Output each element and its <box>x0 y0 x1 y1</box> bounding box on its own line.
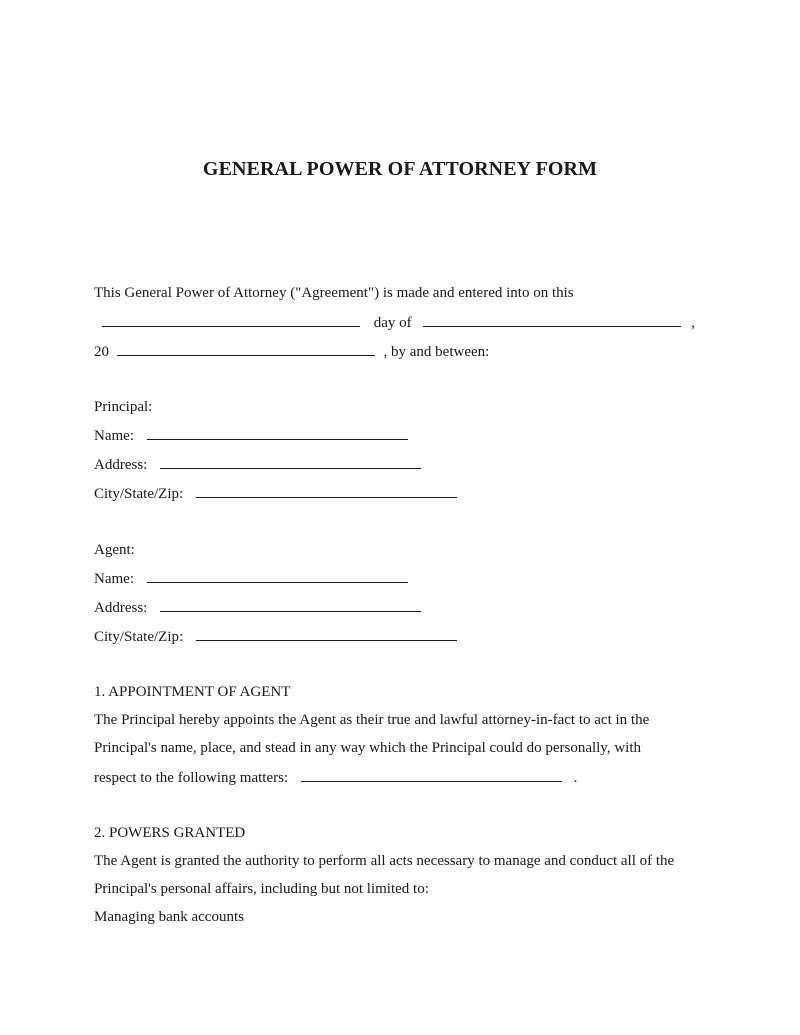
principal-name-field[interactable] <box>147 425 408 440</box>
section1-period: . <box>573 770 578 786</box>
agent-name-field[interactable] <box>147 568 408 583</box>
section1-heading: 1. APPOINTMENT OF AGENT <box>94 684 291 700</box>
section1-line1: The Principal hereby appoints the Agent as their true and lawful attorney-in-fact to act in the <box>94 712 650 728</box>
section1-line3: respect to the following matters: <box>94 770 289 786</box>
principal-name-row <box>94 425 408 446</box>
agent-name-label: Name: <box>94 571 134 587</box>
agent-city-row <box>94 626 457 647</box>
by-and-between-text: , by and between: <box>383 344 490 360</box>
comma-text: , <box>691 315 695 331</box>
year-blank[interactable] <box>117 341 375 356</box>
principal-address-field[interactable] <box>160 454 421 469</box>
agent-heading: Agent: <box>94 542 135 558</box>
intro-sentence: This General Power of Attorney ("Agreement") is made and entered into on this <box>94 285 574 301</box>
section2-heading: 2. POWERS GRANTED <box>94 825 246 841</box>
day-blank[interactable] <box>102 312 360 327</box>
matters-field[interactable] <box>301 767 562 782</box>
section1-line2: Principal's name, place, and stead in any way which the Principal could do personally, with <box>94 740 642 756</box>
section2-item-bank-accounts: Managing bank accounts <box>94 909 244 925</box>
principal-address-label: Address: <box>94 457 148 473</box>
intro-date-line <box>102 312 695 333</box>
agent-city-label: City/State/Zip: <box>94 629 184 645</box>
section1-line3-row <box>94 767 577 788</box>
principal-heading: Principal: <box>94 399 153 415</box>
agent-name-row <box>94 568 408 589</box>
agent-address-row <box>94 597 421 618</box>
agent-city-field[interactable] <box>196 626 457 641</box>
principal-name-label: Name: <box>94 428 134 444</box>
document-title: GENERAL POWER OF ATTORNEY FORM <box>202 158 598 180</box>
agent-address-label: Address: <box>94 600 148 616</box>
principal-city-label: City/State/Zip: <box>94 486 184 502</box>
year-prefix: 20 <box>94 344 109 360</box>
day-of-label: day of <box>373 315 412 331</box>
principal-city-row <box>94 483 457 504</box>
section2-line2: Principal's personal affairs, including but not limited to: <box>94 881 429 897</box>
principal-address-row <box>94 454 421 475</box>
agent-address-field[interactable] <box>160 597 421 612</box>
month-blank[interactable] <box>423 312 681 327</box>
principal-city-field[interactable] <box>196 483 457 498</box>
intro-year-line <box>94 341 489 362</box>
section2-line1: The Agent is granted the authority to perform all acts necessary to manage and conduct all of the <box>94 853 675 869</box>
